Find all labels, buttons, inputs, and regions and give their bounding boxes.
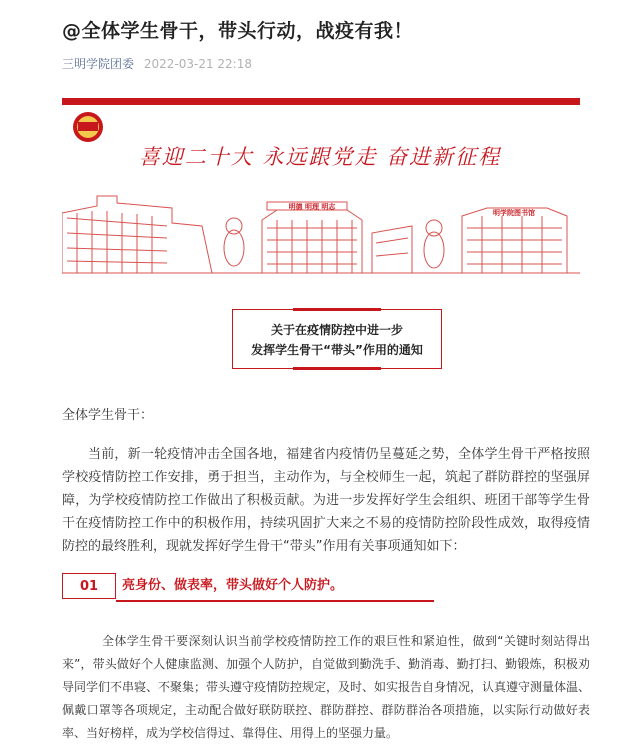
banner-slogan: 喜迎二十大 永远跟党走 奋进新征程 [138, 145, 502, 169]
article-meta [62, 55, 252, 72]
section-number-badge: 01 [62, 573, 116, 599]
article-title: @全体学生骨干，带头行动，战疫有我！ [62, 20, 414, 42]
section-1-paragraph: 全体学生骨干要深刻认识当前学校疫情防控工作的艰巨性和紧迫性，做到“关键时刻站得出来”，带头做好个人健康监测、加强个人防护，自觉做到勤洗手、勤消毒、勤打扫、勤锻炼，积极劝导同学们不串寝、不聚集；带头遵守疫情防控规定，及时、如实报告自身情况，认真遵守测量体温、佩戴口罩等各项规定，主动配合做好联防联控、群防群控、群防群治各项措施，以实际行动做好表率、当好榜样，成为学校信得过、靠得住、用得上的坚强力量。 [62, 634, 591, 740]
banner-illustration [62, 98, 580, 276]
notice-title-line1: 关于在疫情防控中进一步 [270, 323, 403, 337]
notice-title-line2: 发挥学生骨干“带头”作用的通知 [251, 343, 423, 357]
publish-date: 2022-03-21 22:18 [143, 57, 252, 71]
intro-paragraph: 当前，新一轮疫情冲击全国各地，福建省内疫情仍呈蔓延之势，全体学生骨干严格按照学校疫情防控工作安排，勇于担当，主动作为，与全校师生一起，筑起了群防群控的坚强屏障，为学校疫情防控工作做出了积极贡献。为进一步发挥好学生会组织、班团干部等学生骨干在疫情防控工作中的积极作用，持续巩固扩大来之不易的疫情防控阶段性成效，取得疫情防控的最终胜利，现就发挥好学生骨干“带头”作用有关事项通知如下： [62, 447, 590, 554]
banner-top-bar [62, 98, 580, 105]
building-sign-2: 明学院图书馆 [493, 209, 535, 217]
salutation: 全体学生骨干： [62, 408, 154, 423]
banner-image [62, 98, 580, 276]
section-underline [116, 600, 434, 602]
account-name-link[interactable]: 三明学院团委 [62, 57, 135, 71]
section-title: 亮身份、做表率，带头做好个人防护。 [122, 578, 344, 593]
section-1-heading [62, 573, 590, 603]
notice-title-box [232, 309, 442, 369]
building-sign-1: 明德 明理 明志 [288, 203, 336, 211]
youth-league-emblem [73, 112, 103, 142]
